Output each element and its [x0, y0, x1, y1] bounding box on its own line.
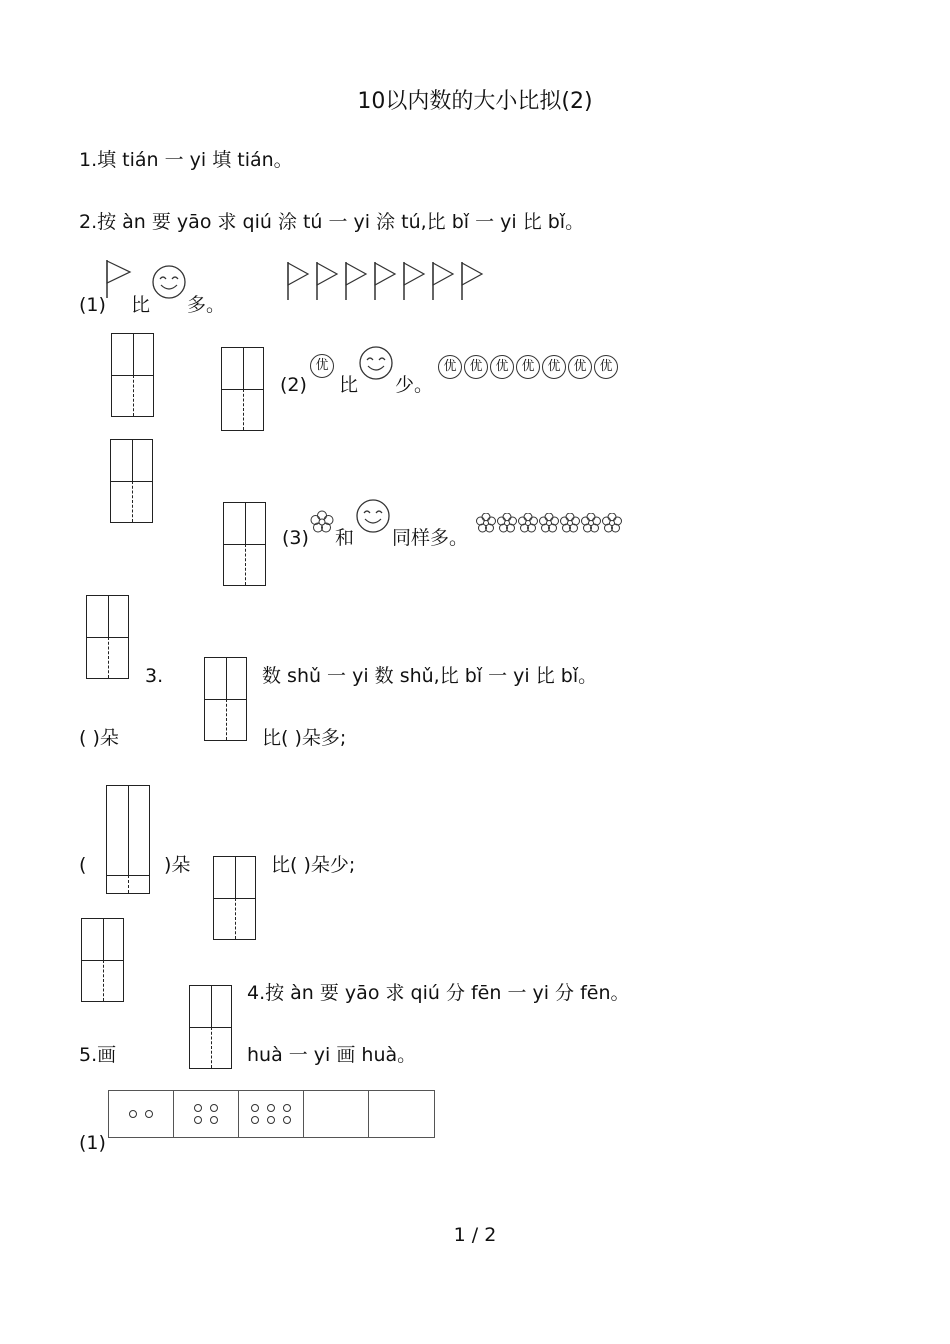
circle-icon: [283, 1116, 291, 1124]
you-badge-icon: 优: [516, 355, 540, 379]
flag-icon: [375, 262, 395, 300]
flag-icon: [433, 262, 453, 300]
you-badge-row: [438, 355, 628, 381]
q3-line2-open: (: [79, 854, 87, 876]
q2-1-bi: 比: [131, 294, 151, 316]
flag-icon: [346, 262, 366, 300]
question-2: 2.按 àn 要 yāo 求 qiú 涂 tú 一 yi 涂 tú,比 bǐ 一 yi 比 bǐ。: [79, 211, 585, 233]
q2-2-number: (2): [280, 374, 307, 396]
q5-1-number: (1): [79, 1132, 106, 1154]
q3-line1-blank: ( )朵: [79, 727, 119, 749]
flower-icon: [582, 513, 601, 532]
dot-cell: [239, 1091, 304, 1137]
q2-3-he: 和: [335, 527, 355, 549]
question-5-rest: huà 一 yi 画 huà。: [247, 1044, 417, 1066]
dot-cell: [174, 1091, 239, 1137]
flower-icon: [603, 513, 622, 532]
writing-box: [86, 595, 129, 679]
you-badge-icon: 优: [310, 354, 334, 378]
question-3: 数 shǔ 一 yi 数 shǔ,比 bǐ 一 yi 比 bǐ。: [262, 665, 598, 687]
q2-2-shao: 少。: [395, 374, 434, 396]
flower-icon: [310, 510, 334, 534]
circle-icon: [283, 1104, 291, 1112]
you-badge-icon: 优: [568, 355, 592, 379]
you-badge-icon: 优: [594, 355, 618, 379]
smiley-icon: [151, 264, 187, 300]
you-badge-icon: 优: [438, 355, 462, 379]
q3-line2-close: )朵: [164, 854, 191, 876]
page-title: 10以内数的大小比拟(2): [357, 89, 593, 114]
flag-icon: [317, 262, 337, 300]
writing-box: [223, 502, 266, 586]
page-footer: 1 / 2: [453, 1224, 497, 1246]
writing-box: [111, 333, 154, 417]
dot-cell: [109, 1091, 174, 1137]
circle-icon: [267, 1116, 275, 1124]
question-1: 1.填 tián 一 yi 填 tián。: [79, 149, 293, 171]
q2-3-tongyang: 同样多。: [392, 527, 469, 549]
writing-box: [213, 856, 256, 940]
smiley-icon: [355, 498, 391, 534]
q3-line2-compare: 比( )朵少;: [271, 854, 356, 876]
question-5-start: 5.画: [79, 1044, 117, 1066]
dot-cell: [304, 1091, 369, 1137]
you-badge-icon: 优: [490, 355, 514, 379]
flower-icon: [477, 513, 496, 532]
circle-icon: [251, 1104, 259, 1112]
circle-icon: [145, 1110, 153, 1118]
flower-row: [476, 513, 626, 535]
smiley-icon: [358, 345, 394, 381]
q3-line1-compare: 比( )朵多;: [262, 727, 347, 749]
writing-box: [81, 918, 124, 1002]
you-badge-icon: 优: [464, 355, 488, 379]
writing-box: [189, 985, 232, 1069]
flag-icon: [404, 262, 424, 300]
flag-icon: [462, 262, 482, 300]
flag-icon: [104, 258, 134, 300]
q2-1-duo: 多。: [187, 294, 226, 316]
circle-icon: [210, 1104, 218, 1112]
flower-icon: [519, 513, 538, 532]
q2-2-bi: 比: [339, 374, 359, 396]
flag-row: [284, 260, 491, 306]
writing-box: [106, 785, 150, 894]
circle-icon: [267, 1104, 275, 1112]
writing-box: [204, 657, 247, 741]
question-3-number: 3.: [145, 665, 164, 687]
circle-icon: [251, 1116, 259, 1124]
writing-box: [221, 347, 264, 431]
writing-box: [110, 439, 153, 523]
flower-icon: [498, 513, 517, 532]
circle-icon: [194, 1116, 202, 1124]
circle-icon: [129, 1110, 137, 1118]
dot-cell: [369, 1091, 434, 1137]
circle-icon: [194, 1104, 202, 1112]
you-badge-icon: 优: [542, 355, 566, 379]
question-4: 4.按 àn 要 yāo 求 qiú 分 fēn 一 yi 分 fēn。: [247, 982, 630, 1004]
dot-grid: [108, 1090, 435, 1138]
q2-1-number: (1): [79, 294, 106, 316]
circle-icon: [210, 1116, 218, 1124]
flower-icon: [540, 513, 559, 532]
q2-3-number: (3): [282, 527, 309, 549]
flower-icon: [561, 513, 580, 532]
flag-icon: [288, 262, 308, 300]
